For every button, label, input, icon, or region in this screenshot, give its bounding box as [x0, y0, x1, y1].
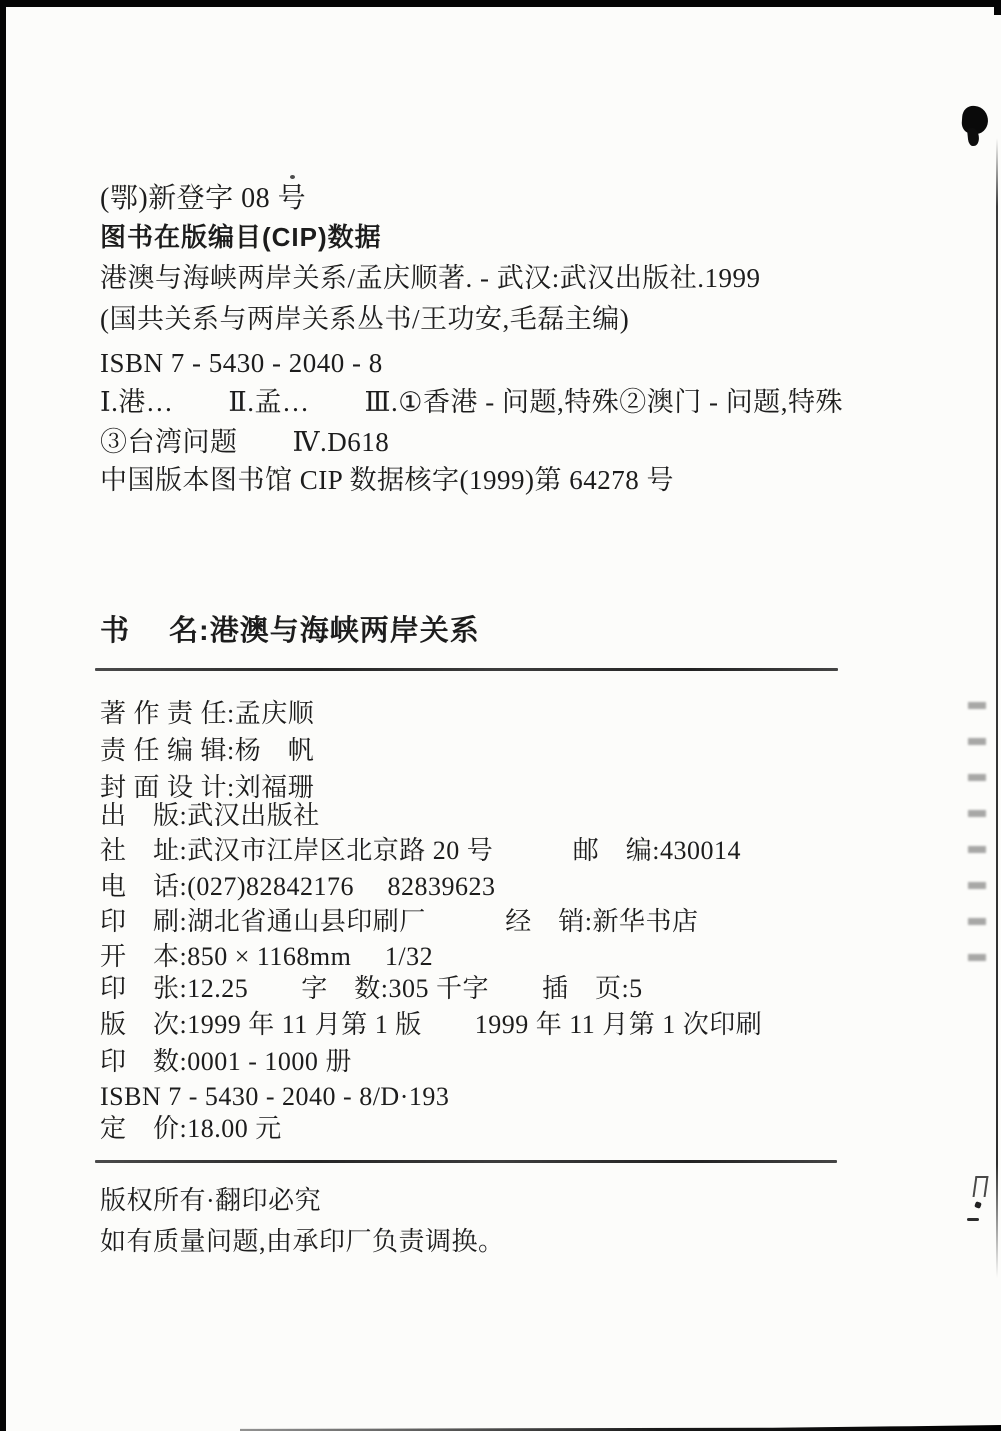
copyright-notice: 版权所有·翻印必究	[100, 1186, 322, 1215]
scan-artifact-bleedthrough-marks	[968, 702, 986, 990]
detail-address: 社 址:武汉市江岸区北京路 20 号 邮 编:430014	[100, 836, 741, 865]
registration-number: (鄂)新登字 08 号	[100, 183, 307, 214]
scan-artifact-speck	[290, 175, 295, 179]
cip-title-statement: 港澳与海峡两岸关系/孟庆顺著. - 武汉:武汉出版社.1999	[100, 263, 761, 293]
cip-record-number: 中国版本图书馆 CIP 数据核字(1999)第 64278 号	[100, 465, 674, 495]
detail-isbn: ISBN 7 - 5430 - 2040 - 8/D·193	[100, 1082, 450, 1111]
scan-artifact-top-edge	[0, 0, 1001, 7]
scan-artifact-left-edge	[0, 0, 6, 1431]
scan-artifact-bottom-edge	[240, 1425, 1001, 1431]
detail-edition: 版 次:1999 年 11 月第 1 版 1999 年 11 月第 1 次印刷	[100, 1010, 763, 1039]
detail-publisher: 出 版:武汉出版社	[100, 801, 320, 830]
scan-artifact-small-mark	[973, 1176, 989, 1197]
cip-isbn: ISBN 7 - 5430 - 2040 - 8	[100, 348, 383, 378]
detail-cover-design: 封 面 设 计:刘福珊	[100, 773, 315, 802]
scan-artifact-right-gutter-line	[996, 138, 998, 1278]
quality-notice: 如有质量问题,由承印厂负责调换。	[100, 1227, 505, 1256]
separator-rule-bottom	[95, 1160, 837, 1163]
scan-artifact-small-dot	[974, 1201, 982, 1209]
scan-artifact-small-dash	[967, 1218, 979, 1221]
detail-phone: 电 话:(027)82842176 82839623	[100, 872, 496, 901]
cip-classification-line-1: Ⅰ.港… Ⅱ.孟… Ⅲ.①香港 - 问题,特殊②澳门 - 问题,特殊	[100, 387, 843, 417]
scan-artifact-top-right-edge	[994, 0, 1001, 15]
cip-classification-line-2: ③台湾问题 Ⅳ.D618	[100, 427, 390, 457]
detail-editor: 责 任 编 辑:杨 帆	[100, 736, 315, 765]
detail-price: 定 价:18.00 元	[100, 1114, 282, 1143]
detail-print-run: 印 数:0001 - 1000 册	[100, 1047, 352, 1076]
detail-sheets: 印 张:12.25 字 数:305 千字 插 页:5	[100, 974, 643, 1003]
separator-rule-top	[95, 668, 838, 671]
detail-format: 开 本:850 × 1168mm 1/32	[100, 942, 434, 971]
scan-artifact-ink-blob	[961, 105, 989, 135]
cip-data-heading: 图书在版编目(CIP)数据	[100, 222, 382, 252]
cip-series-statement: (国共关系与两岸关系丛书/王功安,毛磊主编)	[100, 304, 630, 334]
detail-author: 著 作 责 任:孟庆顺	[100, 699, 315, 728]
book-title: 书 名:港澳与海峡两岸关系	[100, 615, 480, 647]
detail-printer: 印 刷:湖北省通山县印刷厂 经 销:新华书店	[100, 907, 699, 936]
